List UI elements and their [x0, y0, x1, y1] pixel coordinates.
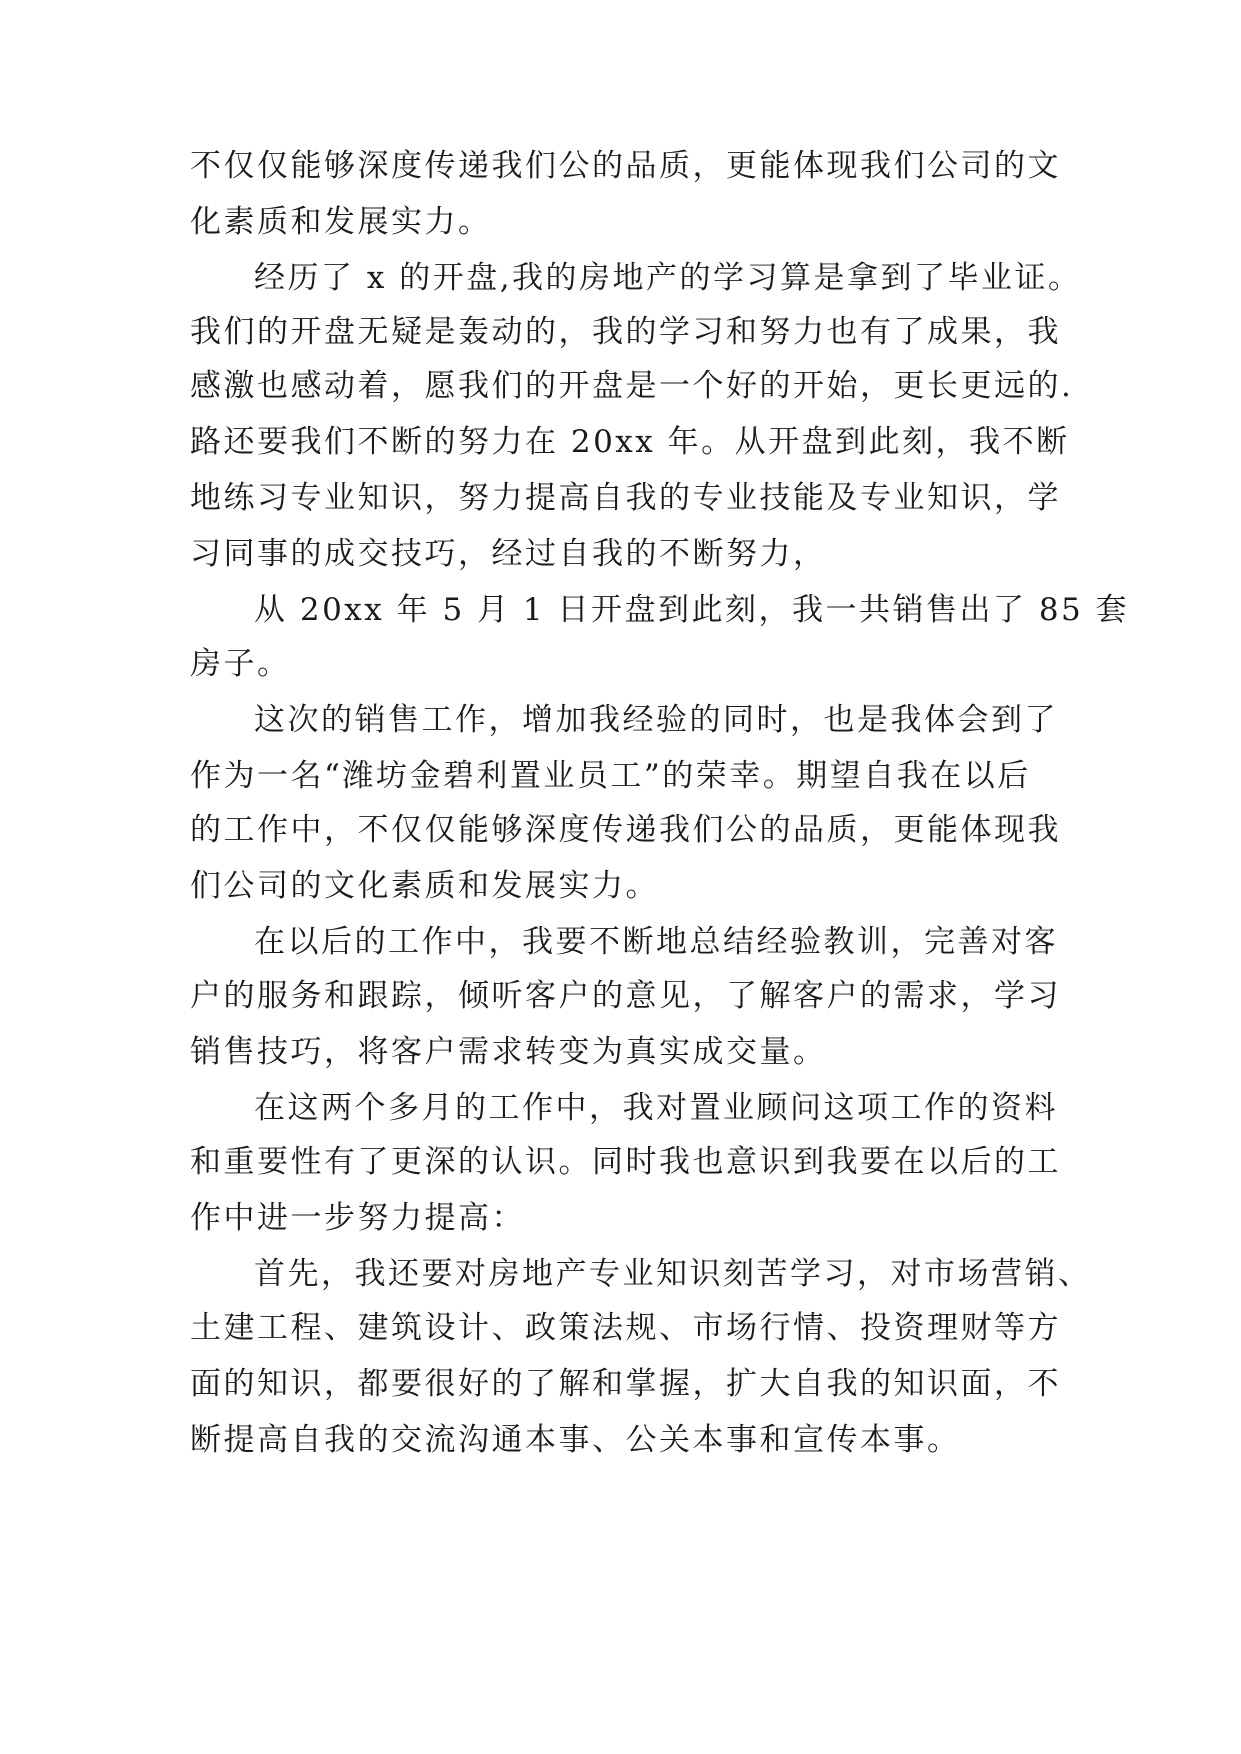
- text-line: 作中进一步努力提高：: [190, 1200, 525, 1236]
- text-line: 土建工程、建筑设计、政策法规、市场行情、投资理财等方: [190, 1310, 1061, 1346]
- text-line: 化素质和发展实力。: [190, 204, 492, 240]
- text-line: 们公司的文化素质和发展实力。: [190, 868, 659, 904]
- text-line: 首先，我还要对房地产专业知识刻苦学习，对市场营销、: [254, 1256, 1092, 1292]
- text-line: 感激也感动着，愿我们的开盘是一个好的开始，更长更远的.: [190, 368, 1074, 404]
- text-line: 和重要性有了更深的认识。同时我也意识到我要在以后的工: [190, 1144, 1061, 1180]
- text-line: 断提高自我的交流沟通本事、公关本事和宣传本事。: [190, 1422, 961, 1458]
- text-line: 作为一名“潍坊金碧利置业员工”的荣幸。期望自我在以后: [190, 758, 1031, 794]
- text-line: 销售技巧，将客户需求转变为真实成交量。: [190, 1034, 827, 1070]
- text-line: 不仅仅能够深度传递我们公的品质，更能体现我们公司的文: [190, 148, 1061, 184]
- text-line: 这次的销售工作，增加我经验的同时，也是我体会到了: [254, 702, 1058, 738]
- text-line: 地练习专业知识，努力提高自我的专业技能及专业知识，学: [190, 480, 1061, 516]
- text-line: 在这两个多月的工作中，我对置业顾问这项工作的资料: [254, 1090, 1058, 1126]
- text-line: 经历了 x 的开盘,我的房地产的学习算是拿到了毕业证。: [254, 260, 1082, 296]
- text-line: 在以后的工作中，我要不断地总结经验教训，完善对客: [254, 924, 1058, 960]
- text-line: 路还要我们不断的努力在 20xx 年。从开盘到此刻，我不断: [190, 424, 1070, 460]
- text-line: 房子。: [190, 646, 291, 682]
- text-line: 户的服务和跟踪，倾听客户的意见，了解客户的需求，学习: [190, 978, 1061, 1014]
- text-line: 面的知识，都要很好的了解和掌握，扩大自我的知识面，不: [190, 1366, 1061, 1402]
- text-line: 我们的开盘无疑是轰动的，我的学习和努力也有了成果，我: [190, 314, 1061, 350]
- text-line: 从 20xx 年 5 月 1 日开盘到此刻，我一共销售出了 85 套: [254, 592, 1130, 628]
- text-line: 的工作中，不仅仅能够深度传递我们公的品质，更能体现我: [190, 812, 1061, 848]
- text-line: 习同事的成交技巧，经过自我的不断努力，: [190, 536, 827, 572]
